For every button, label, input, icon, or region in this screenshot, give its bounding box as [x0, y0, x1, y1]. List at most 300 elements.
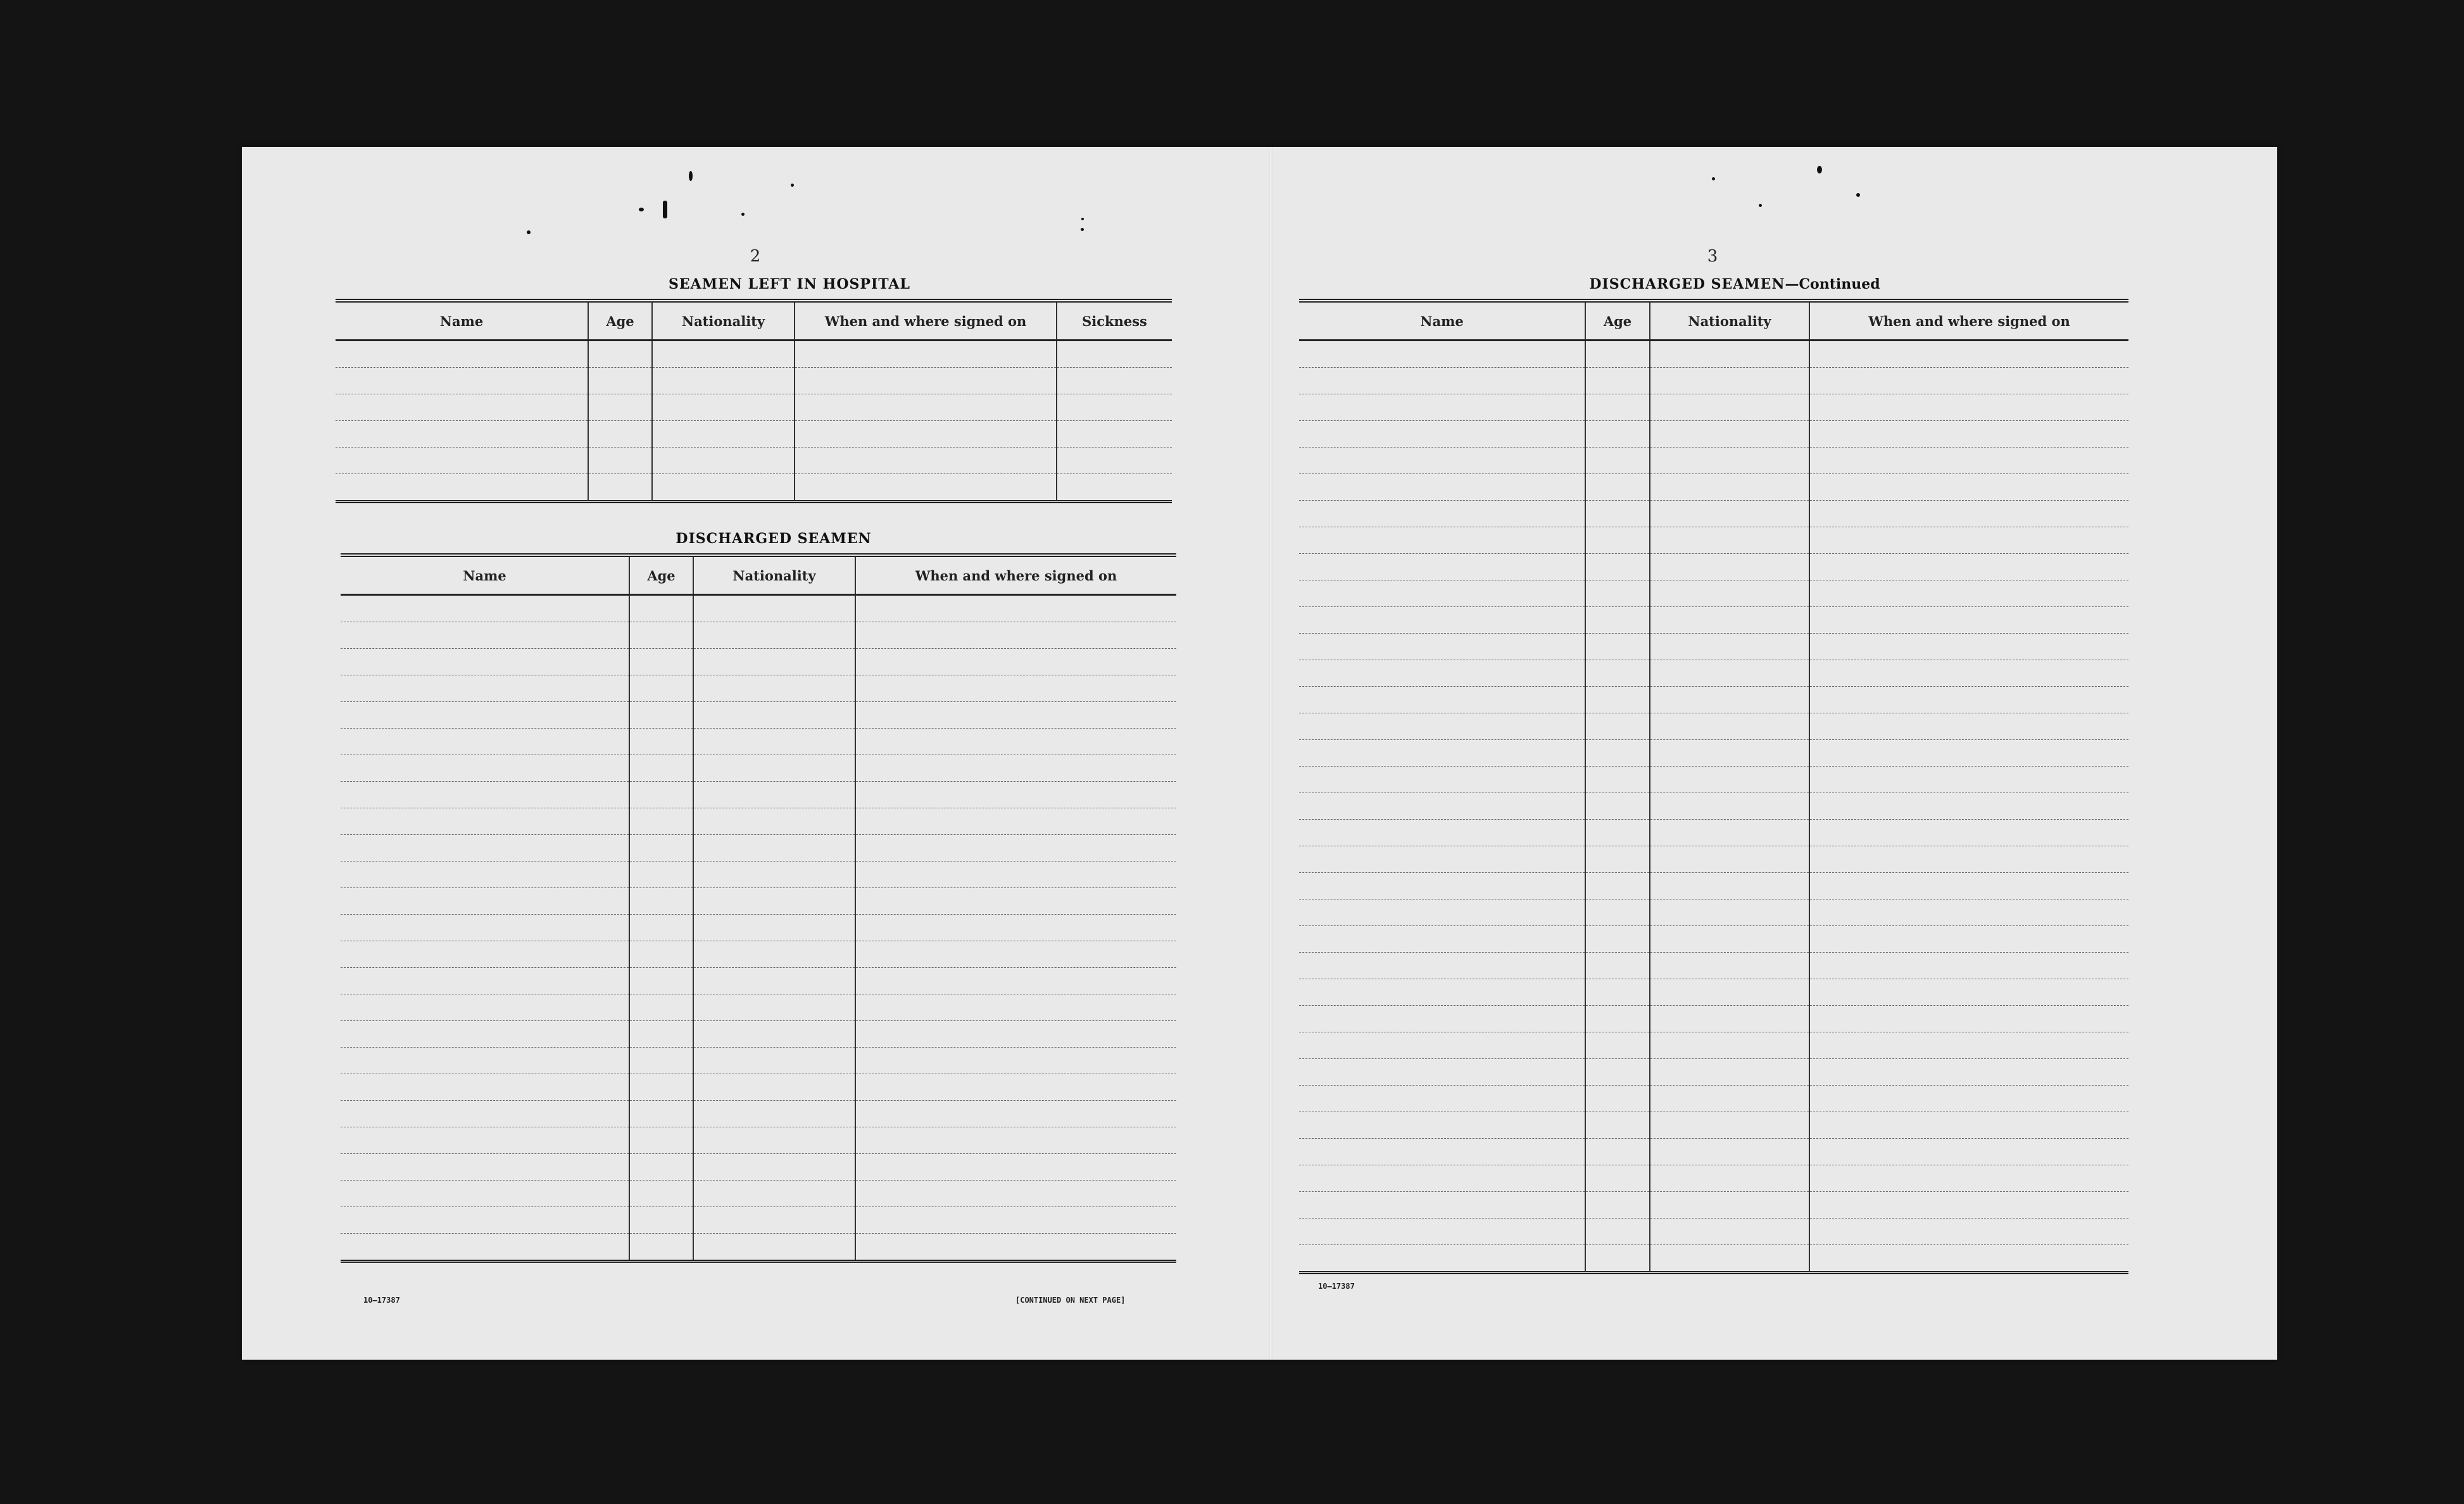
table-row — [1299, 953, 2128, 979]
blank-cell-nationality — [652, 394, 795, 421]
blank-cell-name — [341, 994, 629, 1021]
blank-cell-age — [1585, 687, 1650, 713]
table-row — [1299, 580, 2128, 607]
blank-cell-when-and-where-signed-on — [1809, 873, 2128, 899]
blank-cell-when-and-where-signed-on — [795, 448, 1057, 474]
blank-cell-age — [629, 702, 693, 729]
ink-speck — [1817, 166, 1822, 173]
column-header-age: Age — [1585, 301, 1650, 341]
blank-cell-nationality — [693, 675, 855, 702]
blank-cell-nationality — [693, 1021, 855, 1048]
blank-cell-when-and-where-signed-on — [855, 782, 1176, 808]
table-row — [1299, 1112, 2128, 1139]
table-row — [341, 1154, 1176, 1181]
table-row — [341, 1101, 1176, 1127]
blank-cell-age — [1585, 580, 1650, 607]
blank-cell-when-and-where-signed-on — [1809, 953, 2128, 979]
blank-cell-when-and-where-signed-on — [1809, 341, 2128, 368]
ink-speck — [741, 213, 745, 216]
table-row — [1299, 1032, 2128, 1059]
blank-cell-nationality — [1650, 1139, 1809, 1165]
ink-speck — [663, 201, 667, 218]
blank-cell-nationality — [693, 968, 855, 994]
blank-cell-nationality — [1650, 607, 1809, 634]
ink-speck — [689, 171, 693, 181]
blank-cell-when-and-where-signed-on — [795, 368, 1057, 394]
blank-cell-name — [1299, 448, 1585, 474]
blank-cell-when-and-where-signed-on — [1809, 1059, 2128, 1086]
blank-cell-age — [1585, 1192, 1650, 1219]
blank-cell-age — [1585, 474, 1650, 501]
table-row — [1299, 394, 2128, 421]
blank-cell-age — [588, 368, 652, 394]
blank-cell-when-and-where-signed-on — [855, 1234, 1176, 1262]
blank-cell-nationality — [1650, 1032, 1809, 1059]
blank-cell-age — [629, 782, 693, 808]
column-header-when-and-where-signed-on: When and where signed on — [855, 555, 1176, 595]
blank-cell-nationality — [1650, 554, 1809, 580]
blank-cell-name — [336, 394, 588, 421]
table-row — [1299, 926, 2128, 953]
blank-cell-name — [1299, 660, 1585, 687]
blank-cell-age — [1585, 421, 1650, 448]
blank-cell-age — [629, 915, 693, 941]
blank-cell-when-and-where-signed-on — [1809, 713, 2128, 740]
blank-cell-sickness — [1057, 421, 1172, 448]
table-row — [1299, 421, 2128, 448]
table-row — [341, 1074, 1176, 1101]
blank-cell-sickness — [1057, 474, 1172, 502]
column-header-age: Age — [588, 301, 652, 341]
table-row — [1299, 1245, 2128, 1273]
table-row — [1299, 846, 2128, 873]
blank-cell-when-and-where-signed-on — [855, 808, 1176, 835]
form-number: 10—17387 — [363, 1296, 400, 1305]
blank-cell-age — [588, 421, 652, 448]
blank-cell-age — [629, 835, 693, 862]
table-row — [1299, 341, 2128, 368]
blank-cell-when-and-where-signed-on — [855, 649, 1176, 675]
blank-cell-age — [629, 1021, 693, 1048]
table-row — [336, 394, 1172, 421]
blank-cell-nationality — [693, 1181, 855, 1207]
blank-cell-age — [629, 755, 693, 782]
blank-cell-name — [1299, 953, 1585, 979]
blank-cell-when-and-where-signed-on — [1809, 1006, 2128, 1032]
blank-cell-name — [1299, 846, 1585, 873]
blank-cell-name — [1299, 368, 1585, 394]
table-row — [1299, 1192, 2128, 1219]
column-header-name: Name — [336, 301, 588, 341]
blank-cell-nationality — [1650, 1086, 1809, 1112]
blank-cell-name — [1299, 1192, 1585, 1219]
blank-cell-nationality — [693, 1234, 855, 1262]
blank-cell-nationality — [652, 448, 795, 474]
blank-cell-when-and-where-signed-on — [855, 1101, 1176, 1127]
blank-cell-nationality — [1650, 899, 1809, 926]
blank-cell-age — [1585, 926, 1650, 953]
blank-cell-when-and-where-signed-on — [1809, 740, 2128, 767]
table-row — [1299, 474, 2128, 501]
blank-cell-name — [1299, 527, 1585, 554]
blank-cell-nationality — [1650, 793, 1809, 820]
table-row — [341, 994, 1176, 1021]
blank-cell-when-and-where-signed-on — [855, 968, 1176, 994]
blank-cell-when-and-where-signed-on — [855, 729, 1176, 755]
table-row — [1299, 899, 2128, 926]
blank-cell-name — [1299, 873, 1585, 899]
blank-cell-nationality — [1650, 580, 1809, 607]
document-sheet — [242, 147, 2277, 1360]
blank-cell-age — [1585, 1112, 1650, 1139]
blank-cell-name — [1299, 926, 1585, 953]
blank-cell-name — [341, 1234, 629, 1262]
blank-cell-age — [629, 622, 693, 649]
blank-cell-name — [1299, 1059, 1585, 1086]
table-row — [341, 862, 1176, 888]
blank-cell-when-and-where-signed-on — [795, 394, 1057, 421]
blank-cell-name — [341, 835, 629, 862]
blank-cell-when-and-where-signed-on — [1809, 979, 2128, 1006]
blank-cell-age — [588, 448, 652, 474]
blank-cell-nationality — [1650, 1245, 1809, 1273]
blank-cell-age — [1585, 953, 1650, 979]
blank-cell-age — [629, 1074, 693, 1101]
blank-cell-when-and-where-signed-on — [795, 421, 1057, 448]
blank-cell-age — [1585, 1086, 1650, 1112]
blank-cell-nationality — [1650, 1192, 1809, 1219]
blank-cell-nationality — [693, 1101, 855, 1127]
blank-cell-age — [1585, 1006, 1650, 1032]
blank-cell-nationality — [1650, 979, 1809, 1006]
blank-cell-when-and-where-signed-on — [1809, 1192, 2128, 1219]
discharged-table — [341, 553, 1176, 1263]
blank-cell-nationality — [693, 755, 855, 782]
table-row — [336, 474, 1172, 502]
blank-cell-nationality — [693, 1074, 855, 1101]
blank-cell-when-and-where-signed-on — [855, 1127, 1176, 1154]
column-header-nationality: Nationality — [1650, 301, 1809, 341]
column-header-name: Name — [1299, 301, 1585, 341]
blank-cell-age — [1585, 713, 1650, 740]
blank-cell-name — [1299, 1245, 1585, 1273]
blank-cell-age — [1585, 820, 1650, 846]
blank-cell-age — [1585, 607, 1650, 634]
table-row — [1299, 1165, 2128, 1192]
blank-cell-when-and-where-signed-on — [1809, 580, 2128, 607]
blank-cell-nationality — [1650, 740, 1809, 767]
blank-cell-age — [1585, 554, 1650, 580]
blank-cell-when-and-where-signed-on — [855, 915, 1176, 941]
blank-cell-nationality — [693, 1127, 855, 1154]
table-row — [1299, 820, 2128, 846]
blank-cell-nationality — [693, 622, 855, 649]
blank-cell-name — [1299, 1032, 1585, 1059]
blank-cell-when-and-where-signed-on — [855, 675, 1176, 702]
ink-speck — [791, 184, 794, 187]
blank-cell-nationality — [693, 941, 855, 968]
blank-cell-when-and-where-signed-on — [855, 862, 1176, 888]
blank-cell-when-and-where-signed-on — [795, 341, 1057, 368]
blank-cell-name — [1299, 793, 1585, 820]
blank-cell-age — [588, 341, 652, 368]
blank-cell-when-and-where-signed-on — [855, 1048, 1176, 1074]
blank-cell-when-and-where-signed-on — [1809, 1112, 2128, 1139]
table-row — [1299, 660, 2128, 687]
blank-cell-name — [1299, 394, 1585, 421]
blank-cell-nationality — [693, 808, 855, 835]
table-row — [1299, 740, 2128, 767]
blank-cell-name — [1299, 767, 1585, 793]
blank-cell-when-and-where-signed-on — [1809, 1086, 2128, 1112]
blank-cell-nationality — [1650, 713, 1809, 740]
blank-cell-name — [1299, 1086, 1585, 1112]
blank-cell-name — [1299, 1165, 1585, 1192]
left-page — [242, 147, 1269, 1360]
blank-cell-age — [1585, 793, 1650, 820]
blank-cell-age — [629, 1207, 693, 1234]
table-row — [336, 421, 1172, 448]
blank-cell-age — [1585, 740, 1650, 767]
ink-speck — [639, 208, 644, 211]
blank-cell-age — [629, 862, 693, 888]
blank-cell-age — [1585, 660, 1650, 687]
blank-cell-name — [341, 941, 629, 968]
blank-cell-nationality — [1650, 873, 1809, 899]
blank-cell-when-and-where-signed-on — [1809, 1245, 2128, 1273]
blank-cell-name — [341, 675, 629, 702]
blank-cell-age — [1585, 1032, 1650, 1059]
blank-cell-when-and-where-signed-on — [1809, 1032, 2128, 1059]
blank-cell-name — [341, 755, 629, 782]
table-row — [341, 1234, 1176, 1262]
hospital-table — [336, 299, 1172, 503]
blank-cell-name — [341, 782, 629, 808]
table-row — [341, 755, 1176, 782]
table-row — [341, 1181, 1176, 1207]
blank-cell-nationality — [652, 474, 795, 502]
blank-cell-name — [336, 368, 588, 394]
ink-speck — [1081, 228, 1084, 231]
blank-cell-age — [1585, 448, 1650, 474]
blank-cell-when-and-where-signed-on — [1809, 1139, 2128, 1165]
blank-cell-nationality — [1650, 368, 1809, 394]
blank-cell-nationality — [693, 862, 855, 888]
table-row — [336, 368, 1172, 394]
table-row — [1299, 793, 2128, 820]
blank-cell-when-and-where-signed-on — [855, 1021, 1176, 1048]
blank-cell-when-and-where-signed-on — [1809, 846, 2128, 873]
blank-cell-name — [341, 1207, 629, 1234]
blank-cell-age — [629, 941, 693, 968]
blank-cell-age — [629, 649, 693, 675]
blank-cell-nationality — [693, 702, 855, 729]
hospital-section-title: SEAMEN LEFT IN HOSPITAL — [669, 276, 910, 292]
blank-cell-name — [336, 474, 588, 502]
blank-cell-nationality — [1650, 767, 1809, 793]
blank-cell-sickness — [1057, 368, 1172, 394]
blank-cell-when-and-where-signed-on — [855, 994, 1176, 1021]
blank-cell-age — [1585, 899, 1650, 926]
table-row — [1299, 501, 2128, 527]
blank-cell-nationality — [1650, 501, 1809, 527]
blank-cell-name — [336, 448, 588, 474]
blank-cell-name — [341, 729, 629, 755]
blank-cell-nationality — [1650, 687, 1809, 713]
blank-cell-name — [341, 649, 629, 675]
blank-cell-age — [629, 1154, 693, 1181]
blank-cell-name — [341, 968, 629, 994]
blank-cell-age — [1585, 873, 1650, 899]
column-header-nationality: Nationality — [693, 555, 855, 595]
blank-cell-age — [588, 394, 652, 421]
column-header-when-and-where-signed-on: When and where signed on — [795, 301, 1057, 341]
blank-cell-age — [629, 888, 693, 915]
blank-cell-sickness — [1057, 341, 1172, 368]
blank-cell-age — [629, 1127, 693, 1154]
blank-cell-age — [629, 968, 693, 994]
blank-cell-nationality — [693, 1207, 855, 1234]
blank-cell-nationality — [693, 915, 855, 941]
blank-cell-age — [1585, 1059, 1650, 1086]
blank-cell-name — [1299, 1139, 1585, 1165]
blank-cell-nationality — [693, 835, 855, 862]
blank-cell-when-and-where-signed-on — [855, 1207, 1176, 1234]
table-row — [1299, 873, 2128, 899]
blank-cell-when-and-where-signed-on — [1809, 899, 2128, 926]
blank-cell-when-and-where-signed-on — [795, 474, 1057, 502]
table-row — [341, 1127, 1176, 1154]
blank-cell-when-and-where-signed-on — [855, 1181, 1176, 1207]
blank-cell-nationality — [693, 649, 855, 675]
blank-cell-when-and-where-signed-on — [1809, 368, 2128, 394]
blank-cell-when-and-where-signed-on — [1809, 474, 2128, 501]
blank-cell-name — [1299, 899, 1585, 926]
table-row — [1299, 687, 2128, 713]
blank-cell-nationality — [1650, 448, 1809, 474]
blank-cell-nationality — [1650, 846, 1809, 873]
blank-cell-name — [341, 595, 629, 622]
blank-cell-age — [629, 1181, 693, 1207]
table-row — [1299, 1139, 2128, 1165]
table-row — [341, 808, 1176, 835]
table-row — [341, 649, 1176, 675]
table-row — [1299, 767, 2128, 793]
table-row — [336, 341, 1172, 368]
blank-cell-nationality — [652, 421, 795, 448]
blank-cell-age — [1585, 1245, 1650, 1273]
blank-cell-name — [1299, 979, 1585, 1006]
blank-cell-name — [1299, 1112, 1585, 1139]
blank-cell-when-and-where-signed-on — [1809, 501, 2128, 527]
blank-cell-age — [629, 595, 693, 622]
column-header-age: Age — [629, 555, 693, 595]
column-header-name: Name — [341, 555, 629, 595]
table-row — [1299, 979, 2128, 1006]
table-row — [1299, 1059, 2128, 1086]
table-row — [1299, 368, 2128, 394]
blank-cell-name — [1299, 1219, 1585, 1245]
blank-cell-when-and-where-signed-on — [1809, 394, 2128, 421]
blank-cell-name — [341, 1021, 629, 1048]
blank-cell-name — [341, 1048, 629, 1074]
blank-cell-when-and-where-signed-on — [1809, 687, 2128, 713]
table-row — [1299, 634, 2128, 660]
blank-cell-age — [1585, 394, 1650, 421]
blank-cell-nationality — [1650, 926, 1809, 953]
blank-cell-nationality — [1650, 1059, 1809, 1086]
table-row — [1299, 1086, 2128, 1112]
blank-cell-nationality — [1650, 421, 1809, 448]
table-row — [341, 1207, 1176, 1234]
blank-cell-age — [1585, 1165, 1650, 1192]
table-row — [341, 675, 1176, 702]
discharged-title-text: DISCHARGED SEAMEN — [1589, 276, 1785, 292]
blank-cell-nationality — [1650, 1219, 1809, 1245]
blank-cell-name — [1299, 634, 1585, 660]
blank-cell-when-and-where-signed-on — [1809, 793, 2128, 820]
blank-cell-when-and-where-signed-on — [855, 888, 1176, 915]
column-header-sickness: Sickness — [1057, 301, 1172, 341]
continued-note: [CONTINUED ON NEXT PAGE] — [1015, 1296, 1126, 1305]
blank-cell-nationality — [1650, 394, 1809, 421]
blank-cell-age — [629, 994, 693, 1021]
form-number: 10—17387 — [1318, 1282, 1355, 1291]
blank-cell-age — [629, 1048, 693, 1074]
blank-cell-age — [1585, 341, 1650, 368]
blank-cell-age — [1585, 846, 1650, 873]
blank-cell-when-and-where-signed-on — [855, 835, 1176, 862]
blank-cell-nationality — [1650, 474, 1809, 501]
blank-cell-name — [341, 808, 629, 835]
blank-cell-age — [629, 1234, 693, 1262]
table-row — [341, 1021, 1176, 1048]
table-row — [336, 448, 1172, 474]
table-row — [341, 595, 1176, 622]
blank-cell-name — [341, 862, 629, 888]
blank-cell-nationality — [693, 888, 855, 915]
blank-cell-age — [629, 675, 693, 702]
column-header-nationality: Nationality — [652, 301, 795, 341]
blank-cell-when-and-where-signed-on — [1809, 1165, 2128, 1192]
discharged-continued-title — [1551, 276, 1918, 292]
blank-cell-age — [629, 729, 693, 755]
blank-cell-nationality — [693, 1048, 855, 1074]
blank-cell-nationality — [693, 782, 855, 808]
blank-cell-nationality — [1650, 1112, 1809, 1139]
blank-cell-name — [1299, 421, 1585, 448]
table-row — [1299, 1219, 2128, 1245]
page-number: 2 — [750, 247, 761, 266]
blank-cell-when-and-where-signed-on — [855, 595, 1176, 622]
table-row — [341, 835, 1176, 862]
blank-cell-when-and-where-signed-on — [1809, 634, 2128, 660]
blank-cell-nationality — [693, 994, 855, 1021]
blank-cell-when-and-where-signed-on — [855, 941, 1176, 968]
blank-cell-when-and-where-signed-on — [855, 1154, 1176, 1181]
blank-cell-age — [588, 474, 652, 502]
table-row — [341, 888, 1176, 915]
blank-cell-name — [1299, 607, 1585, 634]
discharged-section-title: DISCHARGED SEAMEN — [676, 530, 872, 547]
blank-cell-name — [1299, 341, 1585, 368]
blank-cell-when-and-where-signed-on — [855, 622, 1176, 649]
table-row — [341, 729, 1176, 755]
discharged-continued-table — [1299, 299, 2128, 1274]
blank-cell-age — [1585, 1139, 1650, 1165]
blank-cell-when-and-where-signed-on — [1809, 767, 2128, 793]
blank-cell-when-and-where-signed-on — [1809, 554, 2128, 580]
